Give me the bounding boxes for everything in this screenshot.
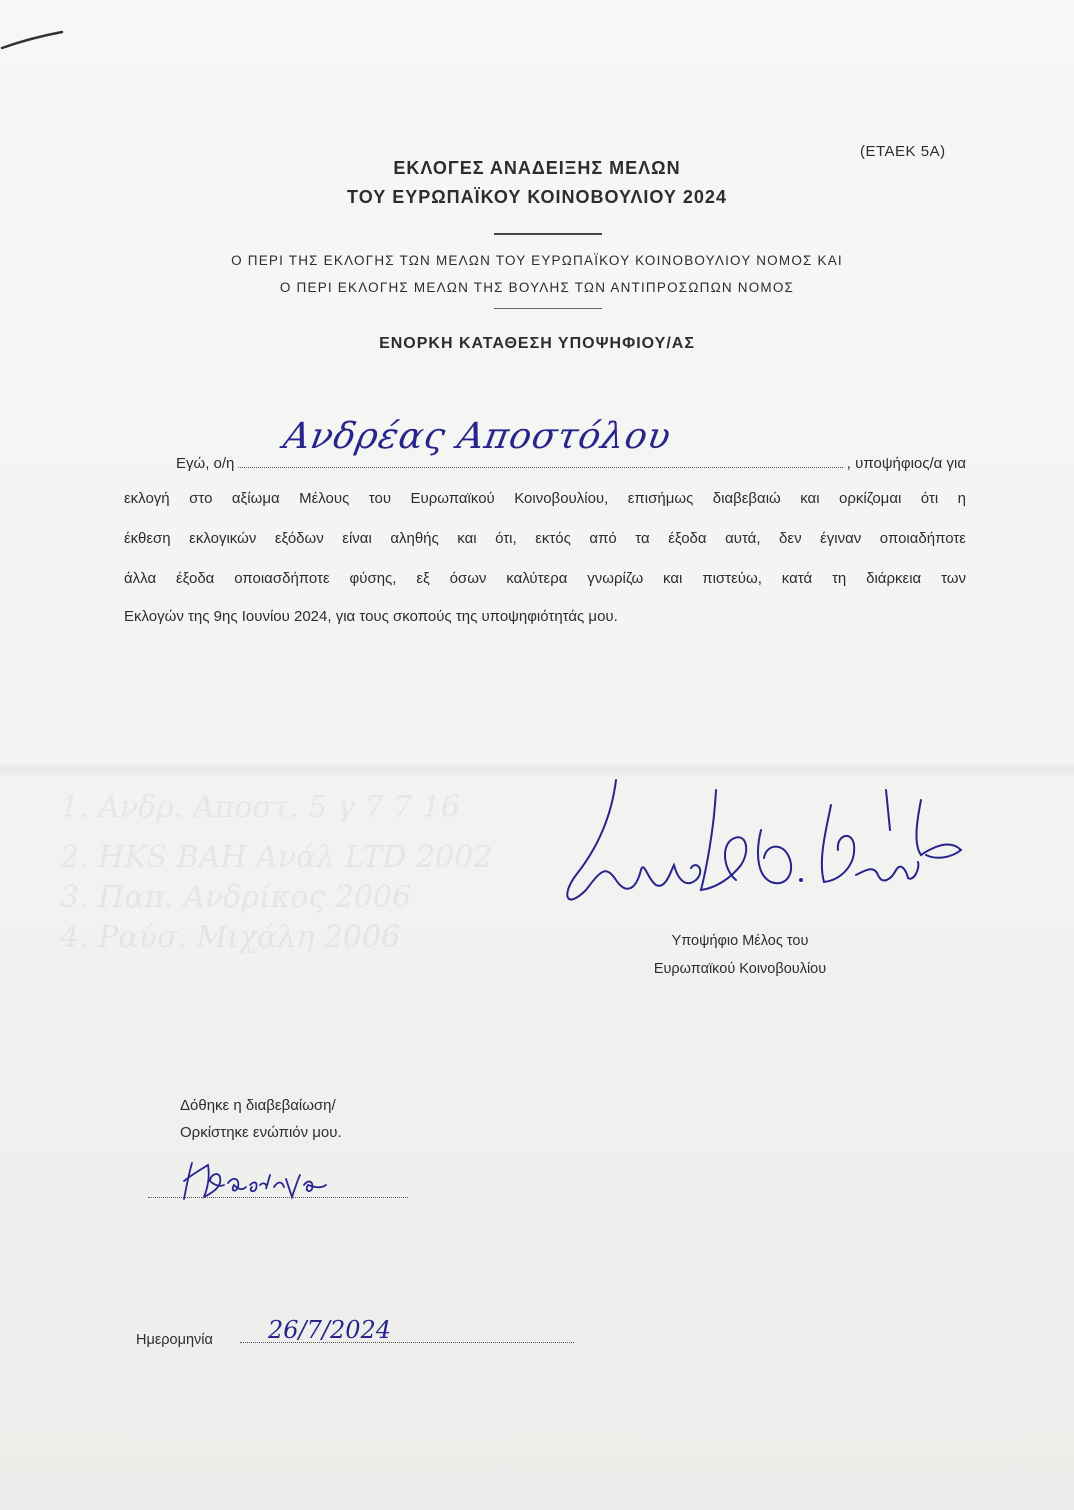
- law-reference-line-2: Ο ΠΕΡΙ ΕΚΛΟΓΗΣ ΜΕΛΩΝ ΤΗΣ ΒΟΥΛΗΣ ΤΩΝ ΑΝΤΙΠΡΟΣΩΠΩΝ ΝΟΜΟΣ: [279, 280, 795, 295]
- bleed-through-text: 4. Ραύσ. Μιχάλη 2006: [60, 920, 401, 955]
- declaration-prefix: Εγώ, ο/η: [176, 455, 235, 472]
- declaration-line-2: εκλογή στο αξίωμα Μέλους του Ευρωπαϊκού Κοινοβουλίου, επισήμως διαβεβαιώ και ορκίζομαι ότι η: [124, 490, 966, 507]
- bleed-through-text: 2. ΗΚS ΒΑΗ Ανάλ LTD 2002: [60, 840, 493, 875]
- oath-given-line-2: Ορκίστηκε ενώπιόν μου.: [180, 1124, 342, 1141]
- officer-signature-dotted-line: [148, 1197, 408, 1198]
- oath-given-line-1: Δόθηκε η διαβεβαίωση/: [180, 1097, 336, 1114]
- declaration-line-5: Εκλογών της 9ης Ιουνίου 2024, για τους σκοπούς της υποψηφιότητάς μου.: [124, 608, 618, 625]
- section-heading: ΕΝΟΡΚΗ ΚΑΤΑΘΕΣΗ ΥΠΟΨΗΦΙΟΥ/ΑΣ: [379, 335, 695, 352]
- declaration-line-4: άλλα έξοδα οποιασδήποτε φύσης, εξ όσων καλύτερα γνωρίζω και πιστεύω, κατά τη διάρκεια των: [124, 570, 966, 587]
- bleed-through-text: 1. Ανδρ. Αποστ. 5 γ 7 7 16: [60, 790, 460, 825]
- document-title-line-1: ΕΚΛΟΓΕΣ ΑΝΑΔΕΙΞΗΣ ΜΕΛΩΝ: [393, 158, 681, 178]
- date-label: Ημερομηνία: [136, 1332, 213, 1348]
- pen-stroke-mark: [0, 20, 70, 60]
- form-code: (ΕΤΑΕΚ 5Α): [860, 143, 946, 160]
- bleed-through-text: 3. Παπ. Ανδρίκος 2006: [60, 880, 412, 915]
- law-divider: [494, 308, 602, 309]
- signature-caption-line-2: Ευρωπαϊκού Κοινοβουλίου: [653, 961, 827, 977]
- document-title-line-2: ΤΟΥ ΕΥΡΩΠΑΪΚΟΥ ΚΟΙΝΟΒΟΥΛΙΟΥ 2024: [347, 187, 727, 207]
- candidate-signature: [556, 770, 976, 920]
- law-reference-line-1: Ο ΠΕΡΙ ΤΗΣ ΕΚΛΟΓΗΣ ΤΩΝ ΜΕΛΩΝ ΤΟΥ ΕΥΡΩΠΑΪΚΟΥ ΚΟΙΝΟΒΟΥΛΙΟΥ ΝΟΜΟΣ ΚΑΙ: [231, 253, 843, 268]
- handwritten-candidate-name: Ανδρέας Αποστόλου: [280, 416, 675, 457]
- declaration-suffix: , υποψήφιος/α για: [846, 455, 966, 472]
- title-divider: [494, 233, 602, 235]
- handwritten-date: 26/7/2024: [268, 1316, 392, 1344]
- signature-caption-line-1: Υποψήφιο Μέλος του: [671, 933, 809, 949]
- declaration-line-3: έκθεση εκλογικών εξόδων είναι αληθής και ότι, εκτός από τα έξοδα αυτά, δεν έγιναν οποιαδήποτε: [124, 530, 966, 547]
